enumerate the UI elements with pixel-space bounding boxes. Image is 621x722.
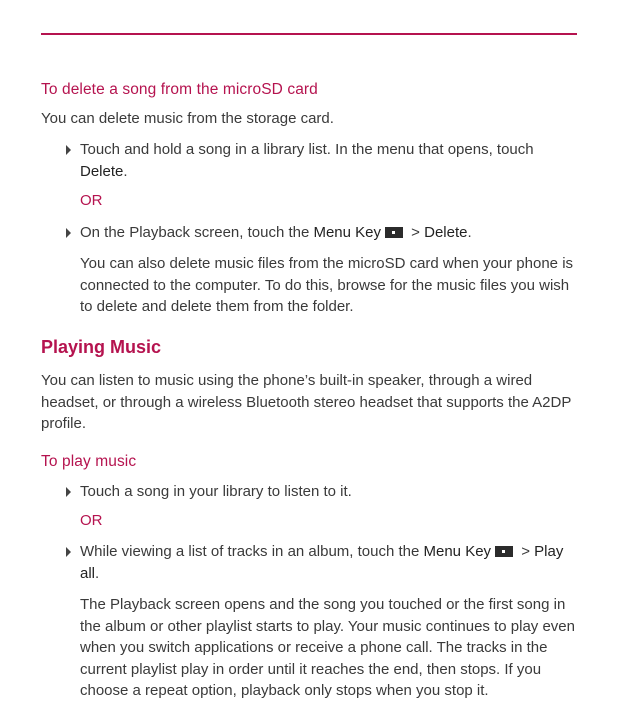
- section-heading-delete-song: To delete a song from the microSD card: [41, 81, 318, 98]
- menu-key-icon: [495, 546, 513, 557]
- header-rule: [41, 33, 577, 35]
- section-heading-play-music: To play music: [41, 453, 137, 470]
- bullet-arrow-icon: [66, 145, 71, 155]
- or-separator: OR: [80, 192, 103, 209]
- list-item-text: On the Playback screen, touch the Menu Key > Delete.: [80, 224, 472, 241]
- ui-term-delete: Delete: [424, 224, 468, 241]
- list-item-text: Touch a song in your library to listen to it.: [80, 483, 352, 500]
- bullet-arrow-icon: [66, 547, 71, 557]
- section-heading-playing-music: Playing Music: [41, 337, 162, 357]
- bullet-arrow-icon: [66, 228, 71, 238]
- paragraph-delete-note: You can also delete music files from the microSD card when your phone is connected to the computer. To do this, browse for the music files you wish to delete and delete them from the folder.: [80, 255, 574, 316]
- ui-term-menu-key: Menu Key: [313, 224, 382, 241]
- or-separator: OR: [80, 512, 103, 529]
- paragraph-playing-intro: You can listen to music using the phone’s built-in speaker, through a wired headset, or through a wireless Bluetooth stereo headset that supports the A2DP profile.: [41, 372, 572, 433]
- paragraph-delete-intro: You can delete music from the storage card.: [41, 110, 334, 127]
- paragraph-playback-note: The Playback screen opens and the song you touched or the first song in the album or other playlist starts to play. Your music continues to play even when you switch applications or receive a phone call. The tracks in the current playlist play in order until it reaches the end, then stops. If you choose a repeat option, playback only stops when you stop it.: [80, 596, 575, 700]
- list-item-text: Touch and hold a song in a library list. In the menu that opens, touch Delete.: [80, 141, 534, 180]
- ui-term-delete: Delete: [80, 162, 124, 180]
- menu-key-icon: [385, 227, 403, 238]
- ui-term-play-all: Play all: [80, 543, 564, 582]
- ui-term-menu-key: Menu Key: [423, 543, 492, 560]
- bullet-arrow-icon: [66, 487, 71, 497]
- list-item-text: While viewing a list of tracks in an album, touch the Menu Key > Play all.: [80, 543, 564, 582]
